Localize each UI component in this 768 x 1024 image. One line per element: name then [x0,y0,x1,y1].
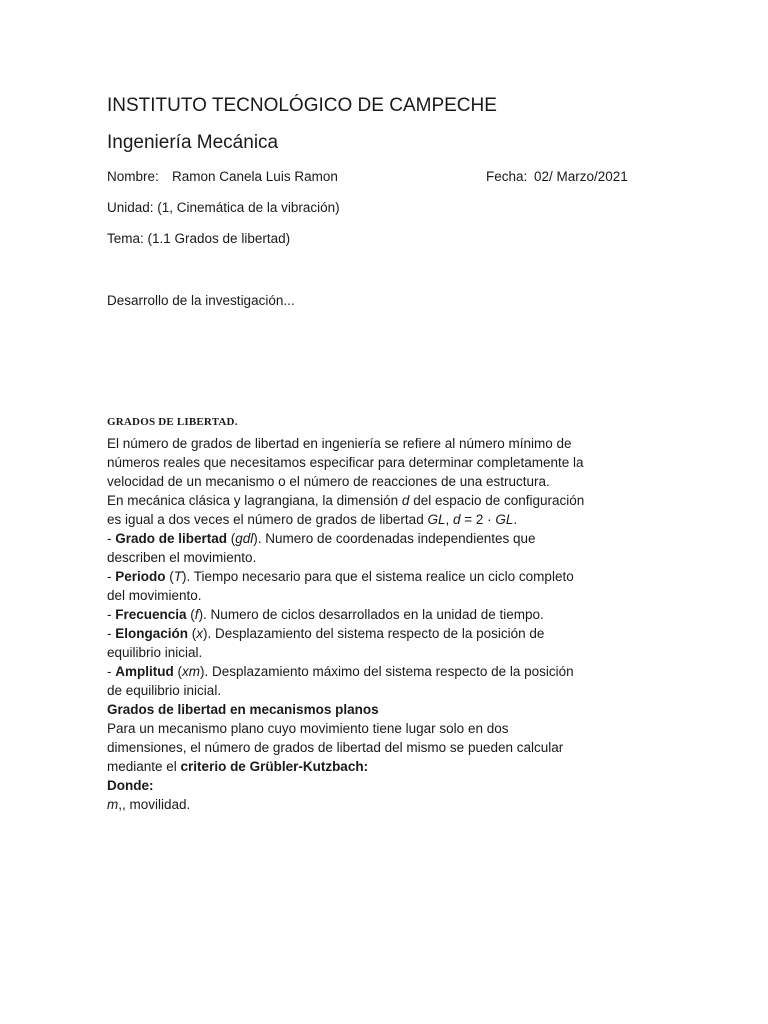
definition-frecuencia [107,605,584,624]
body-line: describen el movimiento. [107,550,257,565]
multiply-dot: · [483,512,496,527]
definition-amplitud [107,662,584,681]
section-body [107,434,584,814]
date-label: Fecha: [486,169,528,184]
unit-line: Unidad: (1, Cinemática de la vibración) [107,200,340,215]
bullet-dash: - [107,664,116,679]
career-title: Ingeniería Mecánica [107,132,279,153]
text-run: . [513,512,518,527]
body-line: velocidad de un mecanismo o el número de reacciones de una estructura. [107,474,550,489]
text-run: ). Tiempo necesario para que el sistema realice un ciclo completo [182,569,574,584]
symbol: m [107,797,119,812]
body-line [107,510,584,529]
body-line: de equilibrio inicial. [107,683,222,698]
body-line: números reales que necesitamos especificar para determinar completamente la [107,455,584,470]
date-value: 02/ Marzo/2021 [534,169,628,184]
text-run: es igual a dos veces el número de grados de libertad [107,512,428,527]
name-label: Nombre: [107,169,159,184]
symbol: xm [182,664,200,679]
body-line: equilibrio inicial. [107,645,203,660]
bullet-dash: - [107,569,116,584]
text-run: ( [173,664,182,679]
text-run: del espacio de configuración [409,493,585,508]
symbol: f [194,607,199,622]
topic-line: Tema: (1.1 Grados de libertad) [107,231,291,246]
body-line: El número de grados de libertad en ingeniería se refiere al número mínimo de [107,436,572,451]
text-run: , [445,512,453,527]
symbol: x [196,626,204,641]
donde-label: Donde: [107,778,154,793]
symbol-gl: GL [495,512,514,527]
text-run: ). Desplazamiento máximo del sistema respecto de la posición [200,664,574,679]
symbol: T [173,569,183,584]
mobility-line [107,795,584,814]
text-run: ). Desplazamiento del sistema respecto de la posición de [203,626,545,641]
name-value: Ramon Canela Luis Ramon [172,169,338,184]
symbol-d: d [452,512,461,527]
bullet-dash: - [107,607,116,622]
body-line [107,757,584,776]
text-run: ). Numero de coordenadas independientes que [253,531,536,546]
section-title: GRADOS DE LIBERTAD. [107,416,238,428]
text-run: ( [188,626,197,641]
text-run: ). Numero de ciclos desarrollados en la unidad de tiempo. [198,607,544,622]
text-run: = [460,512,476,527]
intro-line: Desarrollo de la investigación... [107,293,295,308]
definition-elongacion [107,624,584,643]
term: Elongación [115,626,189,641]
formula-number: 2 [475,512,484,527]
criterion-term: criterio de Grübler-Kutzbach: [180,759,369,774]
term: Periodo [115,569,166,584]
bullet-dash: - [107,531,116,546]
body-line: Para un mecanismo plano cuyo movimiento tiene lugar solo en dos [107,721,509,736]
text-run: ( [186,607,195,622]
subsection-title: Grados de libertad en mecanismos planos [107,702,379,717]
symbol-d: d [401,493,410,508]
term: Amplitud [115,664,174,679]
body-line [107,491,584,510]
symbol-gl: GL [427,512,446,527]
term: Grado de libertad [115,531,228,546]
text-run: ,, movilidad. [118,797,191,812]
definition-periodo [107,567,584,586]
symbol: gdl [235,531,254,546]
institute-title: INSTITUTO TECNOLÓGICO DE CAMPECHE [107,95,497,116]
body-line: dimensiones, el número de grados de libertad del mismo se pueden calcular [107,740,564,755]
bullet-dash: - [107,626,116,641]
text-run: mediante el [107,759,181,774]
term: Frecuencia [115,607,187,622]
text-run: ( [227,531,236,546]
text-run: En mecánica clásica y lagrangiana, la dimensión [107,493,402,508]
definition-gdl [107,529,584,548]
body-line: del movimiento. [107,588,202,603]
text-run: ( [165,569,174,584]
